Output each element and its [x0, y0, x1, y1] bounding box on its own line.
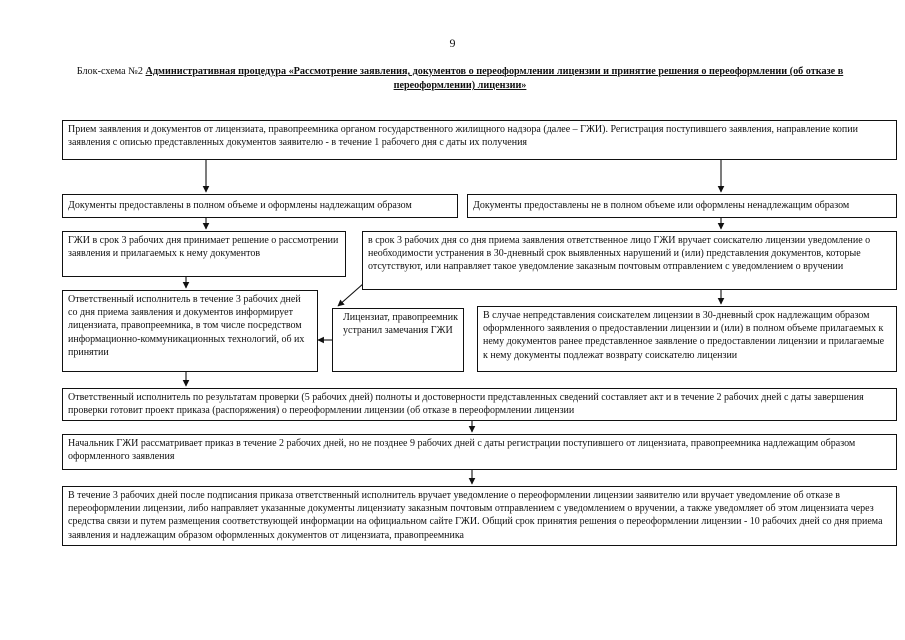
block-notice-3days: в срок 3 рабочих дня со дня приема заявления ответственное лицо ГЖИ вручает соискателю лицензии уведомление о необходимости устранения в 30-дневный срок выявленных нарушений и (или) представления документов, которые отсутствуют, или направляет такое уведомление заказным почтовым отправлением с уведомлением о вручении [362, 231, 897, 290]
block-decision-3days: ГЖИ в срок 3 рабочих дня принимает решение о рассмотрении заявления и прилагаемых к нему документов [62, 231, 346, 277]
block-receipt: Прием заявления и документов от лицензиата, правопреемника органом государственного жилищного надзора (далее – ГЖИ). Регистрация поступившего заявления, направление копии заявления с описью представленных документов заявителю - в течение 1 рабочего дня с даты их получения [62, 120, 897, 160]
block-docs-incomplete: Документы предоставлены не в полном объеме или оформлены ненадлежащим образом [467, 194, 897, 218]
block-docs-full: Документы предоставлены в полном объеме и оформлены надлежащим образом [62, 194, 458, 218]
block-inform: Ответственный исполнитель в течение 3 рабочих дней со дня приема заявления и документов информирует лицензиата, правопреемника, в том числе посредством информационно-коммуникационных технологий, об их принятии [62, 290, 318, 372]
block-check: Ответственный исполнитель по результатам проверки (5 рабочих дней) полноты и достоверности представленных сведений составляет акт и в течение 2 рабочих дней с даты завершения проверки готовит проект приказа (распоряжения) о переоформлении лицензии (об отказе в переоформлении лицензии [62, 388, 897, 421]
block-final: В течение 3 рабочих дней после подписания приказа ответственный исполнитель вручает уведомление о переоформлении лицензии заявителю или вручает уведомление об отказе в переоформлении лицензии, либо направляет указанные документы лицензиату заказным почтовым отправлением с уведомлением о вручении, а также уведомляет об этом лицензиата через средства связи и путем размещения соответствующей информации на официальном сайте ГЖИ. Общий срок принятия решения о переоформлении лицензии - 10 рабочих дней со дня приема заявления и надлежащим образом оформленных документов от лицензиата, правопреемника [62, 486, 897, 546]
header-prefix: Блок-схема №2 [76, 66, 146, 77]
block-head-review: Начальник ГЖИ рассматривает приказ в течение 2 рабочих дней, но не позднее 9 рабочих дней с даты регистрации поступившего от лицензиата, правопреемника надлежащим образом оформленного заявления [62, 434, 897, 470]
header-title: Административная процедура «Рассмотрение заявления, документов о переоформлении лицензии и принятие решения о переоформлении (об отказе в переоформлении) лицензии» [145, 66, 844, 91]
block-not-provided: В случае непредставления соискателем лицензии в 30-дневный срок надлежащим образом оформленного заявления о предоставлении лицензии и (или) в полном объеме прилагаемых к нему документов ранее представленное заявление о предоставлении лицензии и прилагаемые к нему документы подлежат возврату соискателю лицензии [477, 306, 897, 372]
block-fixed: Лицензиат, правопреемник устранил замечания ГЖИ [332, 308, 464, 372]
page-number: 9 [449, 36, 456, 50]
